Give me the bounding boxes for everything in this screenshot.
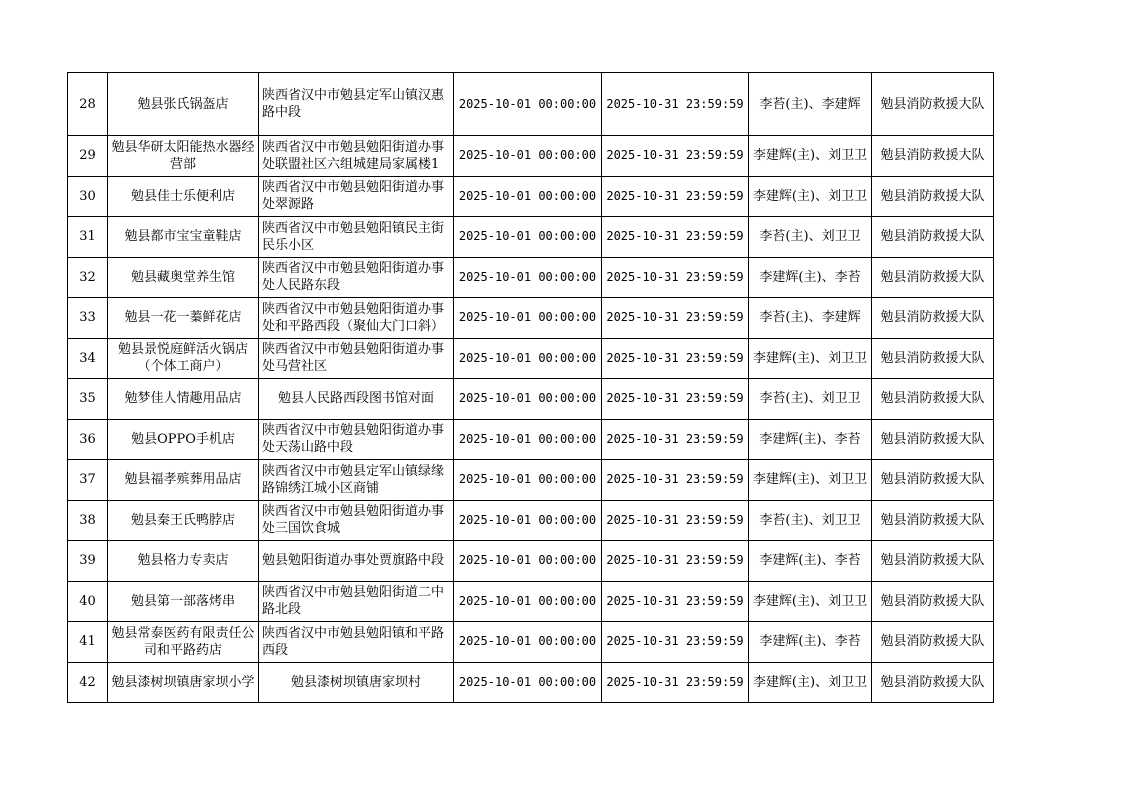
inspection-unit: 勉县消防救援大队 (880, 674, 985, 690)
inspectors-cell (749, 217, 872, 258)
end-time-cell (602, 73, 749, 136)
start-time: 2025-10-01 00:00:00 (458, 553, 597, 568)
business-name-cell (108, 379, 259, 420)
start-time-cell (454, 581, 602, 622)
row-number-cell (68, 217, 108, 258)
inspection-unit-cell (872, 73, 994, 136)
business-address: 陕西省汉中市勉县勉阳街道办事处三国饮食城 (262, 504, 445, 537)
start-time: 2025-10-01 00:00:00 (458, 310, 597, 325)
row-number-cell (68, 419, 108, 460)
start-time: 2025-10-01 00:00:00 (458, 674, 597, 689)
inspection-unit-cell (872, 217, 994, 258)
business-name: 勉县福孝殡葬用品店 (124, 472, 242, 488)
inspection-unit-cell (872, 379, 994, 420)
business-address-cell (259, 73, 454, 136)
table-row (68, 419, 994, 460)
business-address-cell (259, 176, 454, 217)
start-time: 2025-10-01 00:00:00 (458, 512, 597, 527)
inspection-unit: 勉县消防救援大队 (880, 350, 985, 366)
business-address-cell (259, 217, 454, 258)
inspection-unit: 勉县消防救援大队 (880, 229, 985, 245)
inspectors-cell (749, 298, 872, 339)
inspection-unit-cell (872, 460, 994, 501)
start-time-cell (454, 136, 602, 177)
business-name-cell (108, 460, 259, 501)
inspectors: 李建辉(主)、刘卫卫 (752, 148, 868, 164)
inspection-unit-cell (872, 622, 994, 663)
end-time: 2025-10-31 23:59:59 (606, 674, 744, 689)
start-time: 2025-10-01 00:00:00 (458, 391, 597, 406)
row-number-cell (68, 379, 108, 420)
row-number: 29 (79, 148, 96, 164)
inspectors: 李建辉(主)、刘卫卫 (752, 188, 868, 204)
end-time: 2025-10-31 23:59:59 (606, 350, 744, 365)
row-number: 42 (79, 674, 96, 690)
inspectors-cell (749, 622, 872, 663)
end-time: 2025-10-31 23:59:59 (606, 391, 744, 406)
business-address: 陕西省汉中市勉县勉阳街道办事处天荡山路中段 (262, 423, 445, 456)
row-number-cell (68, 622, 108, 663)
business-name: 勉县华研太阳能热水器经营部 (111, 139, 255, 172)
row-number-cell (68, 460, 108, 501)
end-time-cell (602, 379, 749, 420)
inspection-unit: 勉县消防救援大队 (880, 148, 985, 164)
business-address-cell (259, 419, 454, 460)
business-address: 陕西省汉中市勉县勉阳镇和平路西段 (262, 625, 445, 658)
inspectors-cell (749, 73, 872, 136)
business-name-cell (108, 662, 259, 703)
row-number-cell (68, 73, 108, 136)
business-address-cell (259, 298, 454, 339)
inspection-unit-cell (872, 500, 994, 541)
start-time: 2025-10-01 00:00:00 (458, 269, 597, 284)
start-time: 2025-10-01 00:00:00 (458, 472, 597, 487)
row-number-cell (68, 581, 108, 622)
end-time-cell (602, 500, 749, 541)
inspectors-cell (749, 419, 872, 460)
table-row (68, 217, 994, 258)
inspection-unit-cell (872, 662, 994, 703)
end-time-cell (602, 541, 749, 582)
business-address: 陕西省汉中市勉县定军山镇汉惠路中段 (262, 88, 445, 120)
business-name-cell (108, 581, 259, 622)
business-address-cell (259, 662, 454, 703)
end-time-cell (602, 338, 749, 379)
end-time-cell (602, 136, 749, 177)
table-row (68, 176, 994, 217)
business-name-cell (108, 500, 259, 541)
business-name: 勉县张氏锅盔店 (137, 96, 229, 112)
inspectors: 李建辉(主)、刘卫卫 (752, 593, 868, 609)
business-name: 勉县一花一蓁鲜花店 (124, 310, 242, 326)
business-address: 陕西省汉中市勉县勉阳街道办事处马营社区 (262, 342, 445, 375)
inspection-unit-cell (872, 541, 994, 582)
start-time-cell (454, 379, 602, 420)
inspection-unit-cell (872, 176, 994, 217)
row-number: 36 (79, 431, 96, 447)
business-address-cell (259, 136, 454, 177)
end-time: 2025-10-31 23:59:59 (606, 310, 744, 325)
end-time-cell (602, 298, 749, 339)
start-time: 2025-10-01 00:00:00 (458, 148, 597, 163)
business-address: 陕西省汉中市勉县定军山镇绿缘路锦绣江城小区商铺 (262, 463, 445, 496)
table-body (68, 73, 994, 703)
business-address: 勉县人民路西段图书馆对面 (277, 391, 434, 407)
business-address-cell (259, 622, 454, 663)
business-name: 勉县佳士乐便利店 (130, 188, 235, 204)
table-row (68, 500, 994, 541)
business-address: 陕西省汉中市勉县勉阳街道办事处人民路东段 (262, 261, 445, 294)
inspectors-cell (749, 500, 872, 541)
inspection-unit: 勉县消防救援大队 (880, 431, 985, 447)
row-number: 28 (79, 96, 96, 112)
inspectors: 李建辉(主)、刘卫卫 (752, 674, 868, 690)
inspectors: 李苔(主)、刘卫卫 (759, 391, 861, 407)
row-number: 34 (79, 350, 96, 366)
inspectors: 李建辉(主)、李苔 (759, 431, 861, 447)
business-address-cell (259, 500, 454, 541)
inspectors-cell (749, 338, 872, 379)
end-time-cell (602, 257, 749, 298)
business-address-cell (259, 338, 454, 379)
business-address-cell (259, 460, 454, 501)
inspection-unit: 勉县消防救援大队 (880, 472, 985, 488)
end-time: 2025-10-31 23:59:59 (606, 96, 744, 111)
business-address-cell (259, 541, 454, 582)
business-name: 勉梦佳人情趣用品店 (124, 391, 242, 407)
start-time-cell (454, 73, 602, 136)
inspectors: 李建辉(主)、李苔 (759, 553, 861, 569)
start-time-cell (454, 662, 602, 703)
inspectors-cell (749, 176, 872, 217)
start-time-cell (454, 217, 602, 258)
end-time: 2025-10-31 23:59:59 (606, 229, 744, 244)
inspection-unit-cell (872, 581, 994, 622)
table-row (68, 541, 994, 582)
business-name: 勉县OPPO手机店 (131, 431, 235, 447)
inspection-unit-cell (872, 298, 994, 339)
end-time-cell (602, 662, 749, 703)
row-number-cell (68, 662, 108, 703)
inspection-unit-cell (872, 257, 994, 298)
start-time: 2025-10-01 00:00:00 (458, 350, 597, 365)
table-row (68, 662, 994, 703)
start-time: 2025-10-01 00:00:00 (458, 229, 597, 244)
end-time-cell (602, 217, 749, 258)
business-name-cell (108, 176, 259, 217)
end-time: 2025-10-31 23:59:59 (606, 512, 744, 527)
end-time: 2025-10-31 23:59:59 (606, 553, 744, 568)
start-time-cell (454, 338, 602, 379)
inspectors: 李建辉(主)、刘卫卫 (752, 472, 868, 488)
start-time-cell (454, 541, 602, 582)
start-time: 2025-10-01 00:00:00 (458, 96, 597, 111)
table-row (68, 622, 994, 663)
end-time-cell (602, 622, 749, 663)
business-name: 勉县景悦庭鲜活火锅店（个体工商户） (117, 342, 248, 375)
inspectors-cell (749, 379, 872, 420)
row-number: 33 (79, 310, 96, 326)
business-name-cell (108, 338, 259, 379)
end-time-cell (602, 419, 749, 460)
inspection-unit: 勉县消防救援大队 (880, 512, 985, 528)
inspectors: 李苔(主)、李建辉 (759, 96, 861, 112)
row-number: 35 (79, 391, 96, 407)
business-address: 陕西省汉中市勉县勉阳街道办事处联盟社区六组城建局家属楼1 (262, 139, 445, 172)
start-time-cell (454, 257, 602, 298)
end-time: 2025-10-31 23:59:59 (606, 593, 744, 608)
start-time-cell (454, 622, 602, 663)
business-name: 勉县秦王氏鸭脖店 (130, 512, 235, 528)
inspectors-cell (749, 541, 872, 582)
table-row (68, 257, 994, 298)
row-number-cell (68, 500, 108, 541)
business-name-cell (108, 217, 259, 258)
inspection-unit: 勉县消防救援大队 (880, 310, 985, 326)
end-time: 2025-10-31 23:59:59 (606, 634, 744, 649)
inspection-unit-cell (872, 419, 994, 460)
end-time: 2025-10-31 23:59:59 (606, 269, 744, 284)
start-time-cell (454, 298, 602, 339)
business-name: 勉县漆树坝镇唐家坝小学 (111, 674, 255, 690)
table-row (68, 338, 994, 379)
end-time: 2025-10-31 23:59:59 (606, 472, 744, 487)
inspection-unit: 勉县消防救援大队 (880, 96, 985, 112)
row-number: 39 (79, 553, 96, 569)
start-time: 2025-10-01 00:00:00 (458, 593, 597, 608)
row-number-cell (68, 298, 108, 339)
inspectors: 李建辉(主)、刘卫卫 (752, 350, 868, 366)
inspection-unit: 勉县消防救援大队 (880, 634, 985, 650)
end-time-cell (602, 176, 749, 217)
end-time-cell (602, 460, 749, 501)
business-name: 勉县都市宝宝童鞋店 (124, 229, 242, 245)
business-name-cell (108, 73, 259, 136)
inspectors-cell (749, 136, 872, 177)
business-address-cell (259, 257, 454, 298)
end-time: 2025-10-31 23:59:59 (606, 188, 744, 203)
end-time: 2025-10-31 23:59:59 (606, 431, 744, 446)
row-number: 30 (79, 188, 96, 204)
business-name-cell (108, 136, 259, 177)
business-name-cell (108, 257, 259, 298)
inspectors: 李建辉(主)、李苔 (759, 269, 861, 285)
row-number: 32 (79, 269, 96, 285)
inspection-unit-cell (872, 338, 994, 379)
row-number-cell (68, 257, 108, 298)
business-address: 陕西省汉中市勉县勉阳街道办事处和平路西段（聚仙大门口斜） (262, 301, 445, 334)
row-number: 40 (79, 593, 96, 609)
start-time: 2025-10-01 00:00:00 (458, 188, 597, 203)
start-time: 2025-10-01 00:00:00 (458, 634, 597, 649)
business-address: 勉县勉阳街道办事处贾旗路中段 (262, 553, 445, 569)
inspectors-cell (749, 460, 872, 501)
row-number: 31 (79, 229, 96, 245)
business-name-cell (108, 622, 259, 663)
row-number-cell (68, 338, 108, 379)
inspection-unit-cell (872, 136, 994, 177)
inspection-unit: 勉县消防救援大队 (880, 188, 985, 204)
inspectors: 李苔(主)、刘卫卫 (759, 512, 861, 528)
business-name-cell (108, 541, 259, 582)
table-row (68, 298, 994, 339)
business-name: 勉县格力专卖店 (137, 553, 229, 569)
inspection-unit: 勉县消防救援大队 (880, 269, 985, 285)
inspection-unit: 勉县消防救援大队 (880, 593, 985, 609)
business-address: 陕西省汉中市勉县勉阳镇民主街民乐小区 (262, 220, 445, 253)
inspectors-cell (749, 257, 872, 298)
inspectors-cell (749, 581, 872, 622)
row-number-cell (68, 541, 108, 582)
table-row (68, 73, 994, 136)
business-name: 勉县藏奥堂养生馆 (130, 269, 235, 285)
business-address-cell (259, 581, 454, 622)
row-number: 41 (79, 634, 96, 650)
business-name-cell (108, 298, 259, 339)
table-row (68, 460, 994, 501)
inspectors: 李苔(主)、李建辉 (759, 310, 861, 326)
start-time-cell (454, 419, 602, 460)
inspection-table (67, 72, 994, 703)
business-address-cell (259, 379, 454, 420)
business-name: 勉县第一部落烤串 (130, 593, 235, 609)
business-address: 勉县漆树坝镇唐家坝村 (290, 674, 421, 690)
inspectors-cell (749, 662, 872, 703)
business-name-cell (108, 419, 259, 460)
table-row (68, 379, 994, 420)
start-time-cell (454, 460, 602, 501)
end-time: 2025-10-31 23:59:59 (606, 148, 744, 163)
end-time-cell (602, 581, 749, 622)
start-time-cell (454, 176, 602, 217)
start-time: 2025-10-01 00:00:00 (458, 431, 597, 446)
start-time-cell (454, 500, 602, 541)
business-address: 陕西省汉中市勉县勉阳街道办事处翠源路 (262, 180, 445, 213)
table-row (68, 136, 994, 177)
business-name: 勉县常泰医药有限责任公司和平路药店 (111, 625, 255, 658)
inspectors: 李苔(主)、刘卫卫 (759, 229, 861, 245)
row-number-cell (68, 176, 108, 217)
row-number-cell (68, 136, 108, 177)
inspection-unit: 勉县消防救援大队 (880, 553, 985, 569)
row-number: 38 (79, 512, 96, 528)
inspectors: 李建辉(主)、李苔 (759, 634, 861, 650)
business-address: 陕西省汉中市勉县勉阳街道二中路北段 (262, 585, 445, 618)
inspection-unit: 勉县消防救援大队 (880, 391, 985, 407)
table-row (68, 581, 994, 622)
row-number: 37 (79, 472, 96, 488)
